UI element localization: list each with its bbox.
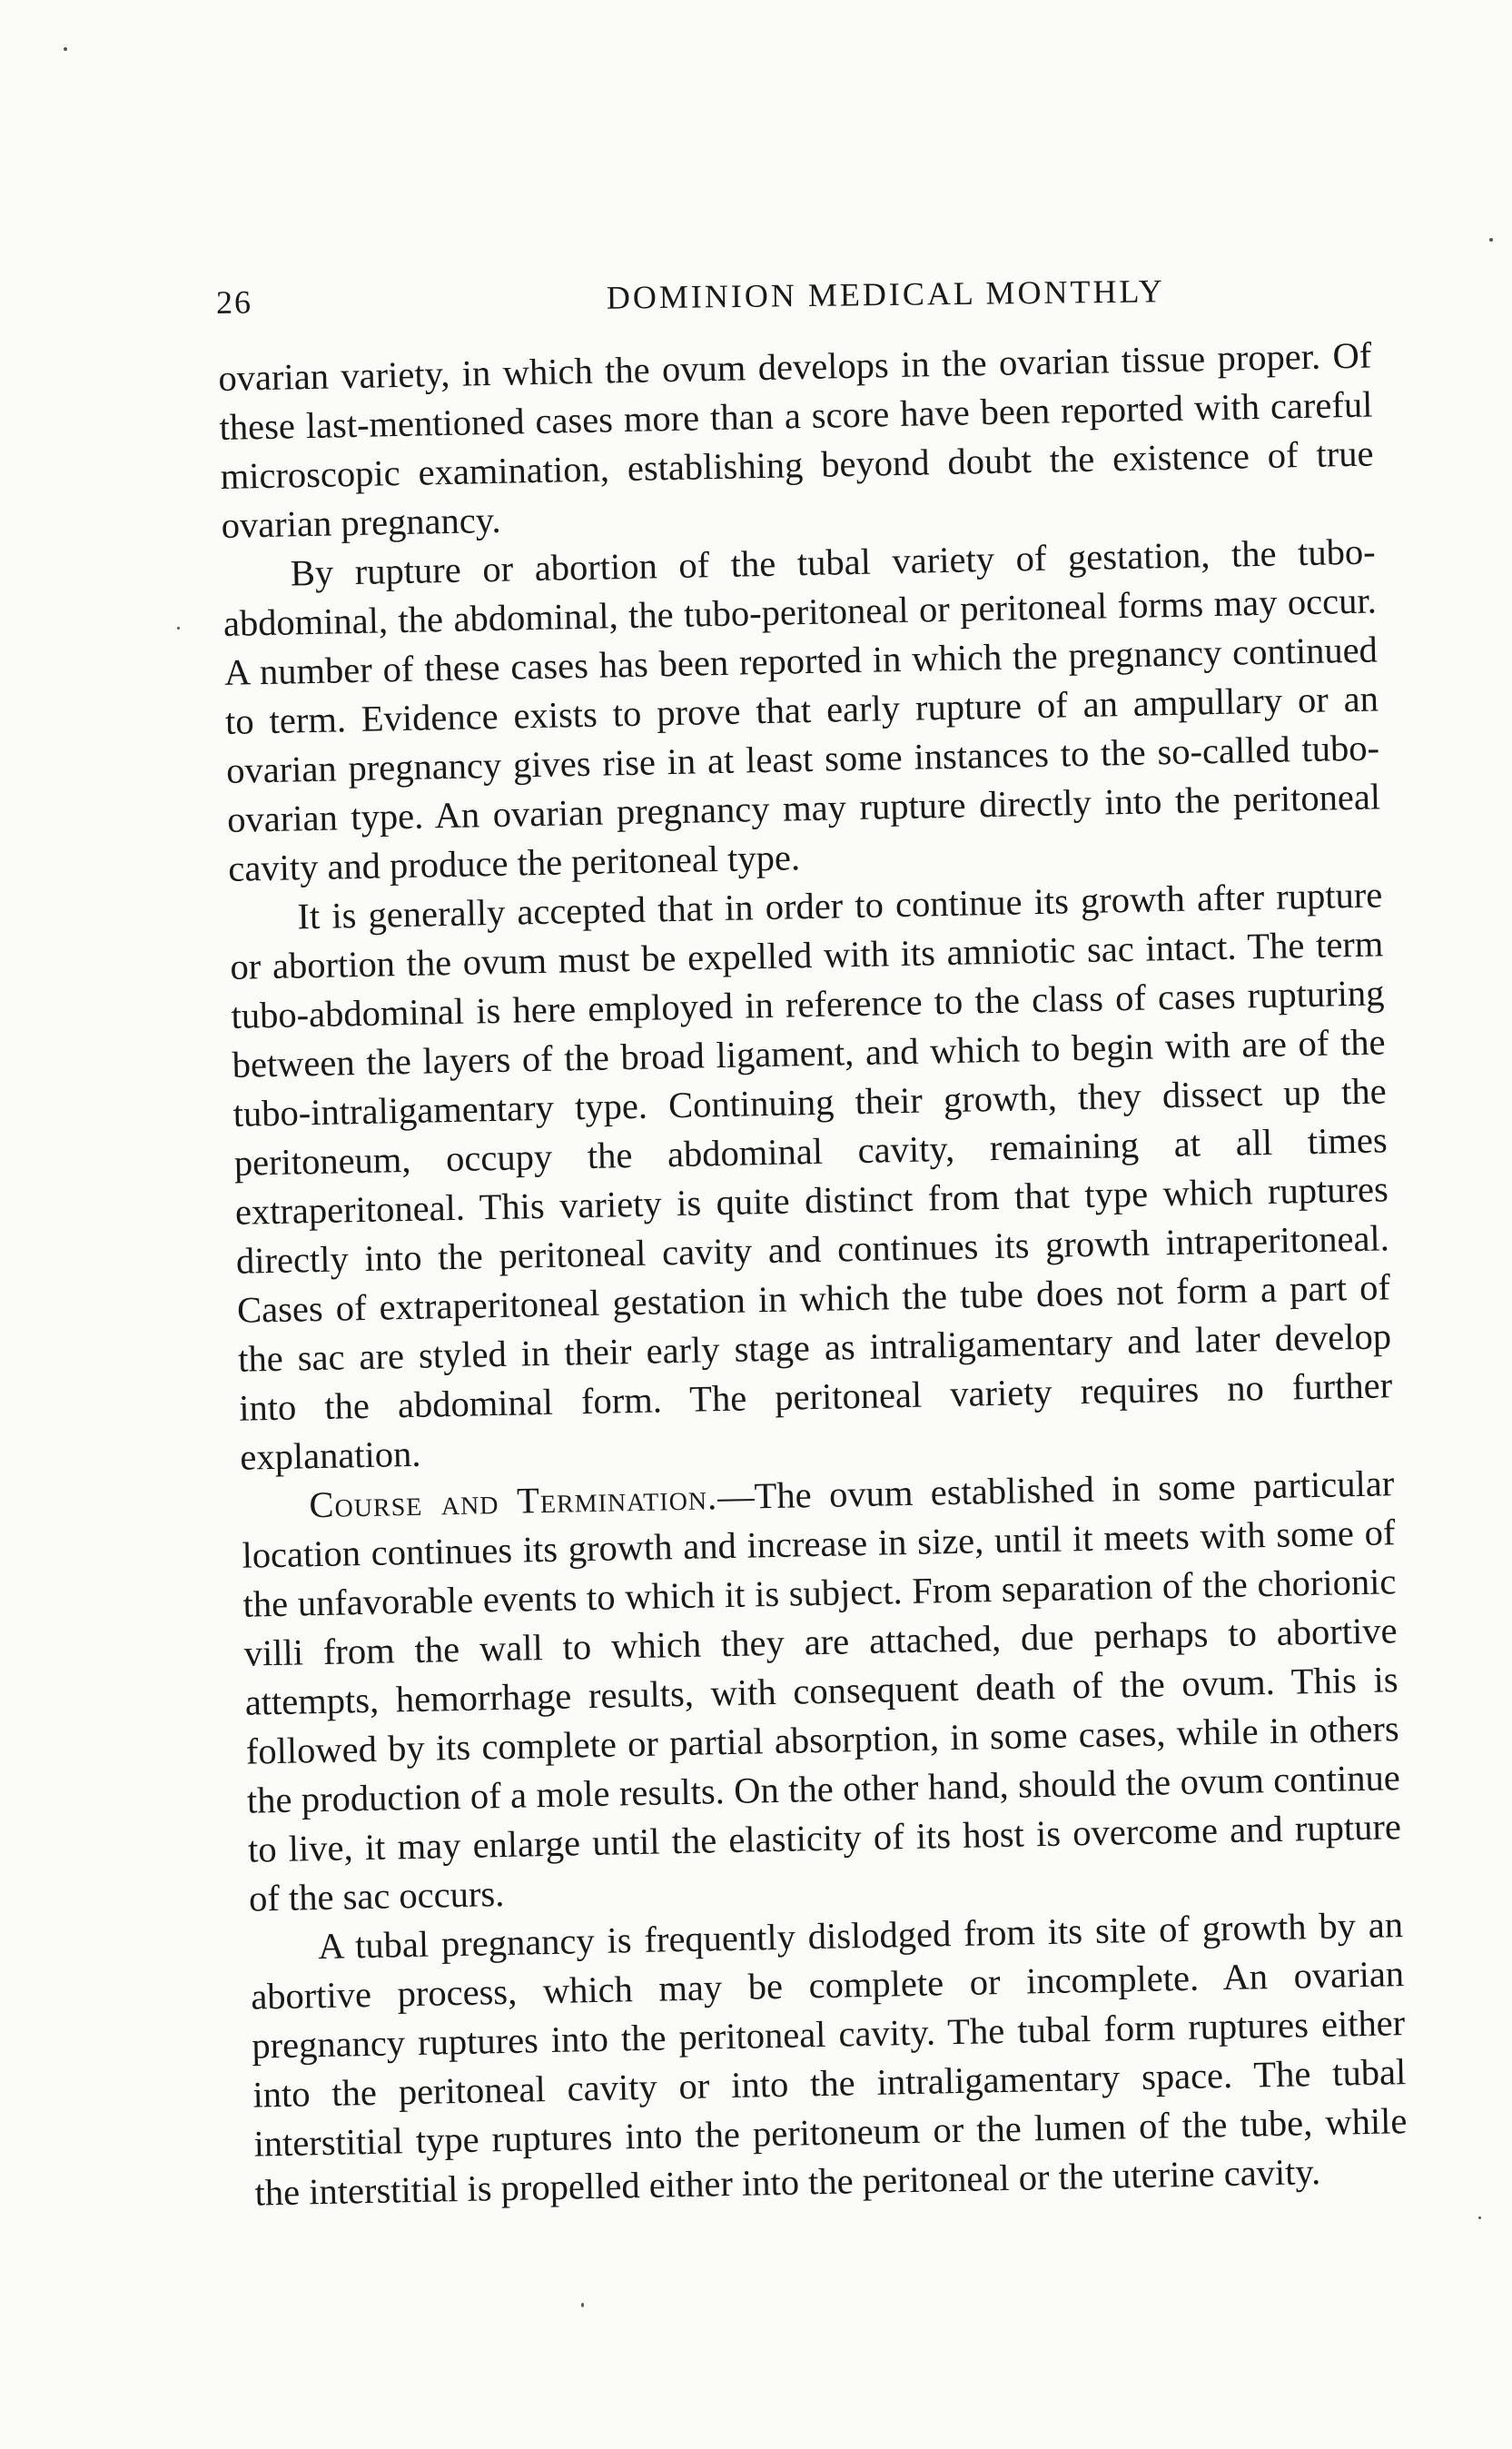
paragraph-text: —The ovum established in some particular location continues its growth and increase in size, until it meets with some of the unfavorable events to which it is subject. From separation of the chorionic villi from the wall to which they are attached, due perhaps to abortive attempts, hemorrhage results, with consequent death of the ovum. This is followed by its complete or partial absorption, in some cases, while in others the production of a mole results. On the other hand, should the ovum continue to live, it may enlarge until the elasticity of its host is overcome and rupture of the sac occurs. (242, 1462, 1402, 1919)
paragraph (229, 870, 1394, 1482)
scan-speck (1489, 238, 1493, 242)
scan-speck (64, 47, 67, 51)
paragraph-text: It is generally accepted that in order to continue its growth after rupture or abortion the ovum must be expelled with its amniotic sac intact. The term tubo-abdominal is here employed in reference to the class of cases rupturing between the layers of the broad ligament, and which to begin with are of the tubo-intraligamentary type. Continuing their growth, they dissect up the peritoneum, occupy the abdominal cavity, remaining at all times extraperitoneal. This variety is quite distinct from that type which ruptures directly into the peritoneal cavity and continues its growth intraperitoneal. Cases of extraperitoneal gestation in which the tube does not form a part of the sac are styled in their early stage as intraligamentary and later develop into the abdominal form. The peritoneal variety requires no further explanation. (230, 874, 1393, 1478)
paragraph-text: ovarian variety, in which the ovum develops in the ovarian tissue proper. Of these last-mentioned cases more than a score have been reported with careful microscopic examination, establishing beyond doubt the existence of true ovarian pregnancy. (218, 334, 1374, 546)
running-title: DOMINION MEDICAL MONTHLY (606, 273, 1166, 316)
paragraph (222, 527, 1381, 893)
scan-speck (177, 627, 180, 630)
paragraph-text: By rupture or abortion of the tubal variety of gestation, the tubo-abdominal, the abdominal, the tubo-peritoneal or peritoneal forms may occur. A number of these cases has been reported in which the pregnancy continued to term. Evidence exists to prove that early rupture of an ampullary or an ovarian pregnancy gives rise in at least some instances to the so-called tubo-ovarian type. An ovarian pregnancy may rupture directly into the peritoneal cavity and produce the peritoneal type. (222, 530, 1381, 889)
paragraph (218, 332, 1375, 550)
scan-speck (1478, 2216, 1481, 2219)
page-header (216, 269, 1384, 329)
page-number: 26 (215, 283, 253, 321)
scan-speck (581, 2303, 584, 2307)
paragraph-text: A tubal pregnancy is frequently dislodged from its site of growth by an abortive process, which may be complete or incomplete. An ovarian pregnancy ruptures into the peritoneal cavity. The tubal form ruptures either into the peritoneal cavity or into the intraligamentary space. The tubal interstitial type ruptures into the peritoneum or the lumen of the tube, while the interstitial is propelled either into the peritoneal or the uterine cavity. (250, 1904, 1408, 2214)
section-heading: Course and Termination. (308, 1476, 718, 1526)
paragraph (241, 1459, 1402, 1923)
paragraph (250, 1900, 1408, 2217)
body-text (218, 332, 1408, 2218)
